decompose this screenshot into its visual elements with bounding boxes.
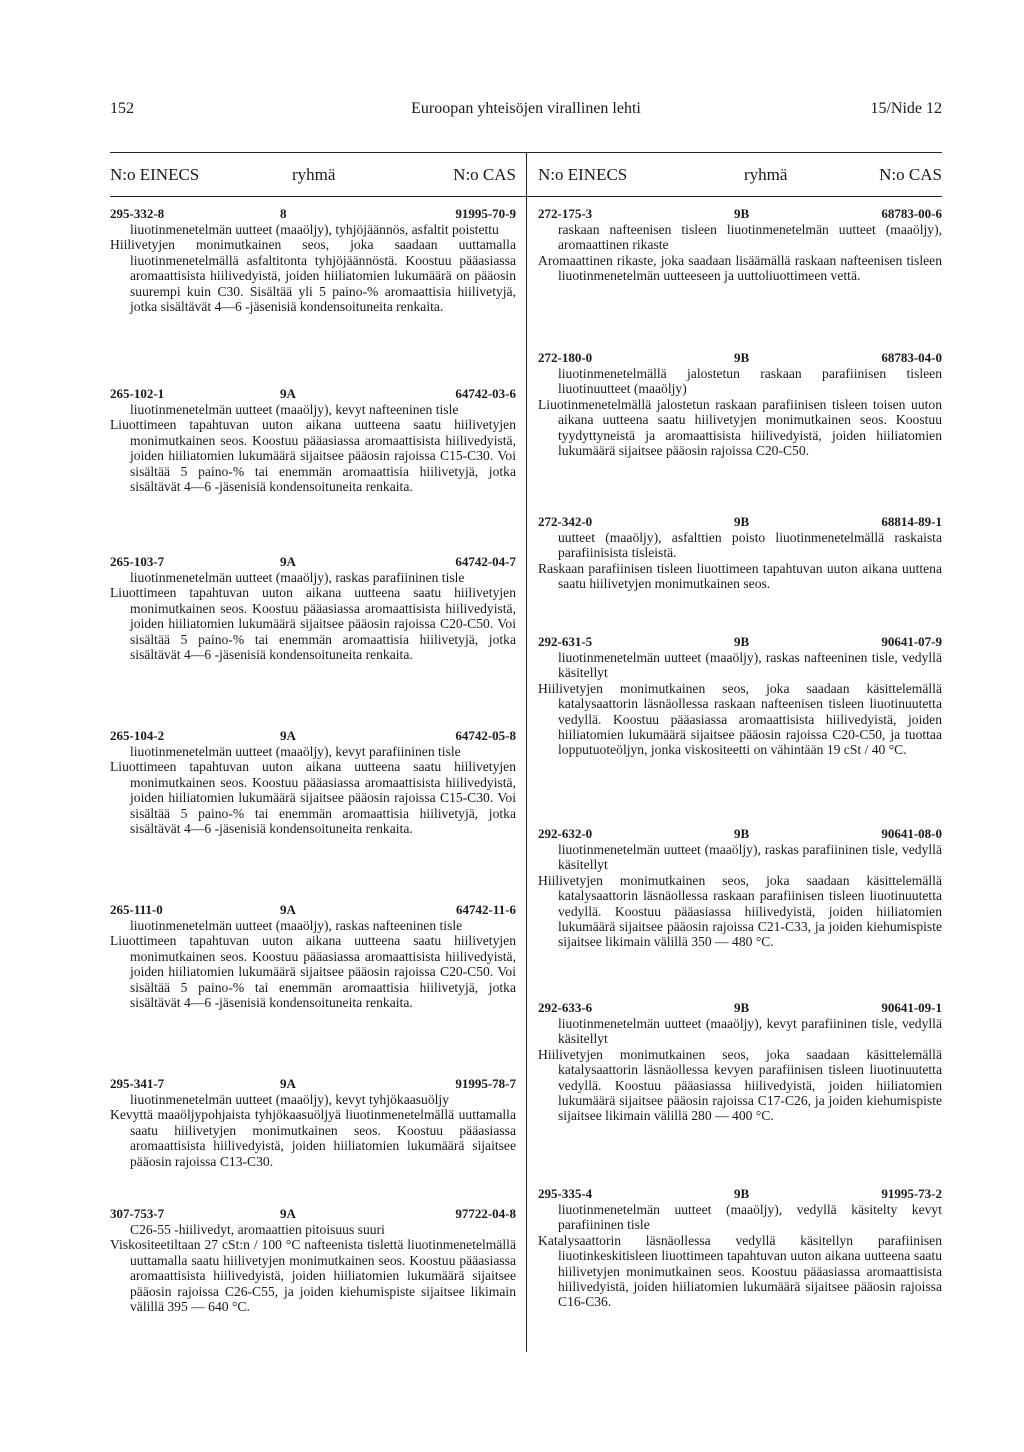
substance-name: uutteet (maaöljy), asfalttien poisto liuotinmenetelmällä raskaista parafiinisista tisleistä. [558, 530, 942, 561]
cas-number: 91995-73-2 [881, 1186, 942, 1201]
cas-number: 68814-89-1 [881, 514, 942, 529]
group-code: 9A [280, 554, 296, 569]
substance-description: Viskositeetiltaan 27 cSt:n / 100 °C nafteenista tislettä liuotinmenetelmällä uuttamalla saatu hiilivetyjen monimutkainen seos. Koostuu pääasiassa aromaattisista hiilivedyistä, joiden hiiliatomien lukumäärä sijaitsee pääosin rajoissa C26-C55, ja joiden kiehumispiste sijaitsee likimain välillä 395 — 640 °C. [110, 1237, 516, 1315]
einecs-number: 307-753-7 [110, 1206, 165, 1221]
cas-number: 68783-00-6 [881, 206, 942, 221]
cas-number: 90641-08-0 [881, 826, 942, 841]
cas-number: 90641-07-9 [881, 634, 942, 649]
cas-number: 91995-70-9 [455, 206, 516, 221]
einecs-number: 265-111-0 [110, 902, 163, 917]
cas-number: 91995-78-7 [455, 1076, 516, 1091]
header-cas: N:o CAS [453, 165, 516, 184]
einecs-number: 272-175-3 [538, 206, 593, 221]
cas-number: 64742-05-8 [455, 728, 516, 743]
substance-name: liuotinmenetelmän uutteet (maaöljy), raskas nafteeninen tisle, vedyllä käsitellyt [558, 650, 942, 681]
einecs-number: 292-632-0 [538, 826, 593, 841]
substance-entry [110, 902, 516, 1010]
substance-entry [538, 1000, 942, 1124]
left-column-headers [110, 165, 516, 189]
entry-identifiers [110, 554, 516, 570]
substance-entry [110, 386, 516, 494]
group-code: 9B [734, 206, 750, 221]
einecs-number: 272-180-0 [538, 350, 593, 365]
einecs-number: 265-103-7 [110, 554, 165, 569]
substance-entry [538, 634, 942, 758]
entry-identifiers [538, 1000, 942, 1016]
header-einecs: N:o EINECS [110, 165, 200, 184]
einecs-number: 265-104-2 [110, 728, 165, 743]
entry-identifiers [538, 826, 942, 842]
right-column-headers [538, 165, 942, 189]
page-header [110, 100, 942, 124]
substance-description: Liuottimeen tapahtuvan uuton aikana uutteena saatu hiilivetyjen monimutkainen seos. Koostuu pääasiassa aromaattisista hiilivedyistä, joiden hiiliatomien lukumäärä sijaitsee pääosin rajoissa C15-C30. Voi sisältää 5 paino-% tai enemmän aromaattisia hiilivetyjä, jotka sisältävät 4—6 -jäsenisiä kondensoituneita renkaita. [110, 759, 516, 837]
group-code: 9B [734, 350, 750, 365]
page-number: 152 [110, 100, 134, 117]
header-group: ryhmä [292, 165, 336, 184]
substance-entry [538, 1186, 942, 1310]
cas-number: 97722-04-8 [455, 1206, 516, 1221]
substance-entry [110, 728, 516, 836]
substance-name: raskaan nafteenisen tisleen liuotinmenetelmän uutteet (maaöljy), aromaattinen rikaste [558, 222, 942, 253]
substance-entry [110, 554, 516, 662]
substance-description: Aromaattinen rikaste, joka saadaan lisäämällä raskaan nafteenisen tisleen liuotinmenetelmän uutteeseen ja uuttoliuottimeen vettä. [538, 252, 942, 284]
entry-identifiers [538, 1186, 942, 1202]
column-divider [526, 152, 527, 1352]
group-code: 9B [734, 1000, 750, 1015]
substance-entry [110, 1206, 516, 1314]
group-code: 9B [734, 634, 750, 649]
cas-number: 90641-09-1 [881, 1000, 942, 1015]
group-code: 8 [280, 206, 287, 221]
substance-description: Hiilivetyjen monimutkainen seos, joka saadaan käsittelemällä katalysaattorin läsnäollessa raskaan nafteenisen tisleen liuotinuutetta vedyllä. Koostuu pääasiassa aromaattisista hiilivedyistä, joiden hiiliatomien lukumäärä sijaitsee pääosin rajoissa C20-C50, ja tuottaa lopputuoteöljyn, jonka viskositeetti on vähintään 19 cSt / 40 °C. [538, 680, 942, 758]
entry-identifiers [538, 514, 942, 530]
einecs-number: 292-633-6 [538, 1000, 593, 1015]
cas-number: 64742-04-7 [455, 554, 516, 569]
einecs-number: 295-332-8 [110, 206, 165, 221]
substance-name: liuotinmenetelmällä jalostetun raskaan parafiinisen tisleen liuotinuutteet (maaöljy) [558, 366, 942, 397]
substance-name: liuotinmenetelmän uutteet (maaöljy), raskas nafteeninen tisle [130, 918, 463, 933]
substance-entry [110, 1076, 516, 1169]
substance-entry [110, 206, 516, 314]
substance-description: Hiilivetyjen monimutkainen seos, joka saadaan käsittelemällä katalysaattorin läsnäollessa kevyen parafiinisen tisleen liuotinuutetta vedyllä. Koostuu pääasiassa hiilivedyistä, joiden hiiliatomien lukumäärä sijaitsee pääosin rajoissa C17-C26, ja joiden kiehumispiste sijaitsee likimain välillä 280 — 400 °C. [538, 1046, 942, 1124]
volume-label: 15/Nide 12 [870, 100, 942, 117]
einecs-number: 295-341-7 [110, 1076, 165, 1091]
group-code: 9A [280, 386, 296, 401]
substance-entry [538, 350, 942, 458]
header-group: ryhmä [744, 165, 788, 184]
group-code: 9B [734, 826, 750, 841]
entry-identifiers [538, 634, 942, 650]
substance-name: liuotinmenetelmän uutteet (maaöljy), kevyt nafteeninen tisle [130, 402, 459, 417]
entry-identifiers [110, 206, 516, 222]
group-code: 9A [280, 902, 296, 917]
entry-identifiers [110, 902, 516, 918]
cas-number: 68783-04-0 [881, 350, 942, 365]
group-code: 9A [280, 1076, 296, 1091]
einecs-number: 292-631-5 [538, 634, 593, 649]
substance-name: liuotinmenetelmän uutteet (maaöljy), kevyt parafiininen tisle [130, 744, 461, 759]
substance-description: Raskaan parafiinisen tisleen liuottimeen tapahtuvan uuton aikana uuttena saatu hiilivetyjen monimutkainen seos. [538, 560, 942, 592]
substance-description: Hiilivetyjen monimutkainen seos, joka saadaan uuttamalla liuotinmenetelmällä asfaltitonta tyhjöjäännöstä. Koostuu pääasiassa aromaattisista hiilivedyistä, joiden hiiliatomien lukumäärä on pääosin suurempi kuin C30. Sisältää yli 5 paino-% aromaattisia hiilivetyjä, jotka sisältävät 4—6 -jäsenisiä kondensoituneita renkaita. [110, 237, 516, 315]
header-einecs: N:o EINECS [538, 165, 628, 184]
group-code: 9B [734, 514, 750, 529]
substance-entry [538, 206, 942, 284]
substance-description: Kevyttä maaöljypohjaista tyhjökaasuöljyä liuotinmenetelmällä uuttamalla saatu hiilivetyjen monimutkainen seos. Koostuu pääasiassa aromaattisista hiilivedyistä, joiden hiiliatomien lukumäärä sijaitsee pääosin rajoissa C13-C30. [110, 1107, 516, 1169]
entry-identifiers [110, 1206, 516, 1222]
substance-name: liuotinmenetelmän uutteet (maaöljy), raskas parafiininen tisle [130, 570, 465, 585]
substance-description: Liuottimeen tapahtuvan uuton aikana uutteena saatu hiilivetyjen monimutkainen seos. Koostuu pääasiassa aromaattisista hiilivedyistä, joiden hiiliatomien lukumäärä sijaitsee pääosin rajoissa C20-C50. Voi sisältää 5 paino-% tai enemmän aromaattisia hiilivetyjä, jotka sisältävät 4—6 -jäsenisiä kondensoituneita renkaita. [110, 585, 516, 663]
substance-description: Liuottimeen tapahtuvan uuton aikana uutteena saatu hiilivetyjen monimutkainen seos. Koostuu pääasiassa aromaattisista hiilivedyistä, joiden hiiliatomien lukumäärä sijaitsee pääosin rajoissa C15-C30. Voi sisältää 5 paino-% tai enemmän aromaattisia hiilivetyjä, jotka sisältävät 4—6 -jäsenisiä kondensoituneita renkaita. [110, 417, 516, 495]
einecs-number: 265-102-1 [110, 386, 165, 401]
substance-name: liuotinmenetelmän uutteet (maaöljy), vedyllä käsitelty kevyt parafiininen tisle [558, 1202, 942, 1233]
substance-description: Liuottimeen tapahtuvan uuton aikana uutteena saatu hiilivetyjen monimutkainen seos. Koostuu pääasiassa aromaattisista hiilivedyistä, joiden hiiliatomien lukumäärä sijaitsee pääosin rajoissa C20-C50. Voi sisältää 5 paino-% tai enemmän aromaattisia hiilivetyjä, jotka sisältävät 4—6 -jäsenisiä kondensoituneita renkaita. [110, 933, 516, 1011]
group-code: 9A [280, 1206, 296, 1221]
substance-name: liuotinmenetelmän uutteet (maaöljy), kevyt parafiininen tisle, vedyllä käsitellyt [558, 1016, 942, 1047]
entry-identifiers [538, 206, 942, 222]
substance-name: liuotinmenetelmän uutteet (maaöljy), raskas parafiininen tisle, vedyllä käsitellyt [558, 842, 942, 873]
cas-number: 64742-11-6 [456, 902, 516, 917]
substance-description: Katalysaattorin läsnäollessa vedyllä käsitellyn parafiinisen liuotinkeskitisleen liuottimeen tapahtuvan uuton aikana uutteena saatu hiilivetyjen monimutkainen seos. Koostuu pääasiassa aromaattisista hiilivedyistä, joiden hiiliatomien lukumäärä sijaitsee pääosin rajoissa C16-C36. [538, 1232, 942, 1310]
substance-description: Hiilivetyjen monimutkainen seos, joka saadaan käsittelemällä katalysaattorin läsnäollessa raskaan parafiinisen tisleen liuotinuutetta vedyllä. Koostuu pääasiassa hiilivedyistä, joiden hiiliatomien lukumäärä sijaitsee pääosin rajoissa C21-C33, ja joiden kiehumispiste sijaitsee likimain välillä 350 — 480 °C. [538, 872, 942, 950]
header-cas: N:o CAS [879, 165, 942, 184]
substance-name: C26-55 -hiilivedyt, aromaattien pitoisuus suuri [130, 1222, 385, 1237]
group-code: 9A [280, 728, 296, 743]
entry-identifiers [110, 1076, 516, 1092]
substance-name: liuotinmenetelmän uutteet (maaöljy), tyhjöjäännös, asfaltit poistettu [130, 222, 499, 237]
substance-description: Liuotinmenetelmällä jalostetun raskaan parafiinisen tisleen toisen uuton aikana uutteena saatu hiilivetyjen monimutkainen seos. Koostuu tyydyttyneistä ja aromaattisista hiilivedyistä, joiden hiiliatomien lukumäärä sijaitsee pääosin rajoissa C20-C50. [538, 396, 942, 459]
einecs-number: 295-335-4 [538, 1186, 593, 1201]
group-code: 9B [734, 1186, 750, 1201]
substance-entry [538, 826, 942, 950]
substance-name: liuotinmenetelmän uutteet (maaöljy), kevyt tyhjökaasuöljy [130, 1092, 449, 1107]
entry-identifiers [538, 350, 942, 366]
journal-title: Euroopan yhteisöjen virallinen lehti [411, 100, 641, 117]
entry-identifiers [110, 386, 516, 402]
entry-identifiers [110, 728, 516, 744]
substance-entry [538, 514, 942, 592]
cas-number: 64742-03-6 [455, 386, 516, 401]
einecs-number: 272-342-0 [538, 514, 593, 529]
